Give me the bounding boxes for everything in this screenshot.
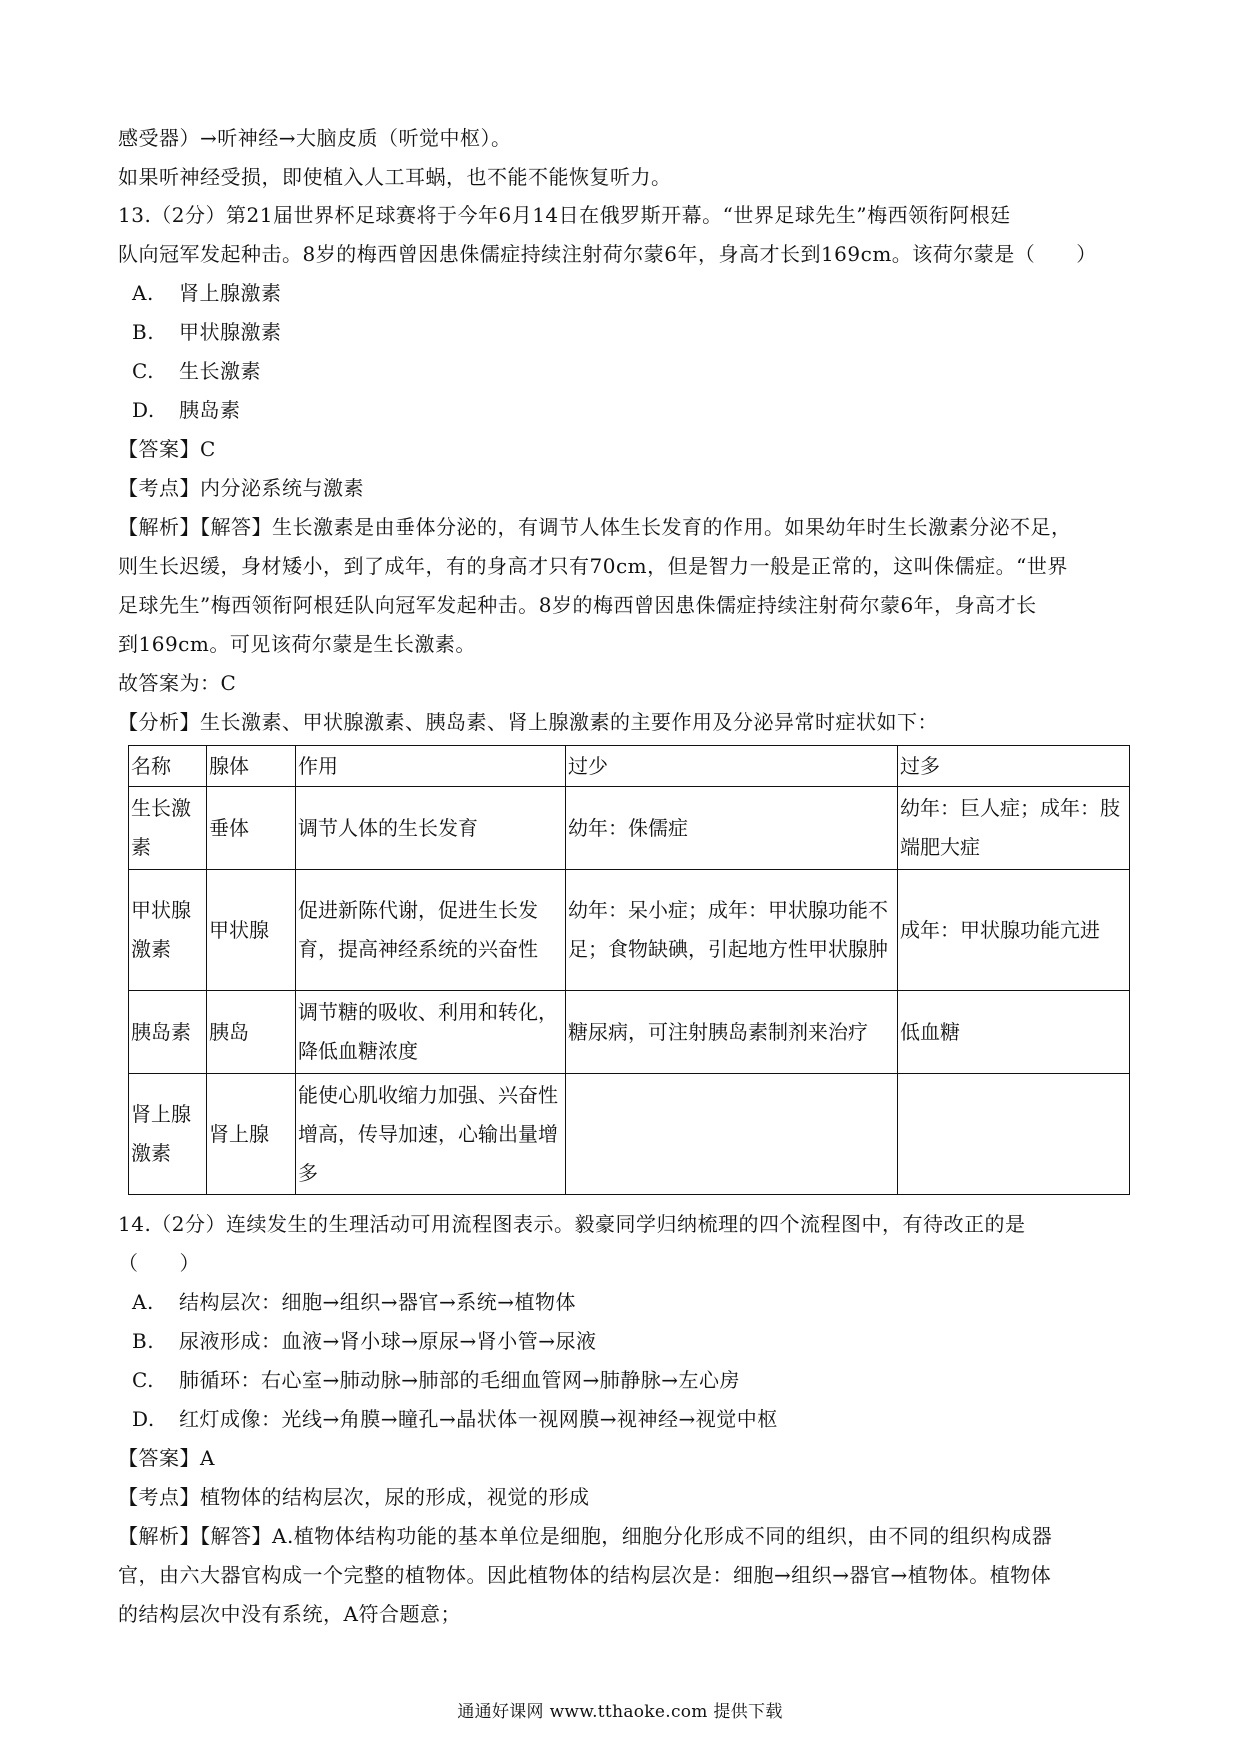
knowledge-point: 【考点】内分泌系统与激素 xyxy=(118,476,364,500)
answer: 【答案】C xyxy=(118,437,216,461)
analysis-text: 到169cm。可见该荷尔蒙是生长激素。 xyxy=(118,632,476,656)
option-letter: D. xyxy=(132,1407,155,1431)
table-cell: 能使心肌收缩力加强、兴奋性增高，传导加速，心输出量增多 xyxy=(296,1074,566,1195)
option-text: 肾上腺激素 xyxy=(179,281,282,305)
table-cell: 肾上腺激素 xyxy=(129,1074,207,1195)
table-cell: 肾上腺 xyxy=(207,1074,296,1195)
table-cell: 成年：甲状腺功能亢进 xyxy=(898,870,1130,991)
option-letter: B. xyxy=(132,1329,155,1353)
table-cell: 甲状腺 xyxy=(207,870,296,991)
table-cell: 胰岛 xyxy=(207,991,296,1074)
analysis-text: 【解析】【解答】A.植物体结构功能的基本单位是细胞，细胞分化形成不同的组织，由不同的组织构成器 xyxy=(118,1524,1053,1548)
text-line: 如果听神经受损，即使植入人工耳蜗，也不能不能恢复听力。 xyxy=(118,165,672,189)
option-c xyxy=(132,357,261,385)
option-letter: C. xyxy=(132,1368,154,1392)
conclusion: 故答案为：C xyxy=(118,671,237,695)
question-13-stem: 队向冠军发起种击。8岁的梅西曾因患侏儒症持续注射荷尔蒙6年，身高才长到169cm。该荷尔蒙是（ ） xyxy=(118,242,1097,266)
table-row xyxy=(129,991,1130,1074)
option-letter: A. xyxy=(132,1290,154,1314)
table-header-cell: 过少 xyxy=(566,746,898,787)
option-text: 生长激素 xyxy=(179,359,261,383)
knowledge-point: 【考点】植物体的结构层次，尿的形成，视觉的形成 xyxy=(118,1485,590,1509)
table-header-cell: 腺体 xyxy=(207,746,296,787)
table-cell: 调节糖的吸收、利用和转化，降低血糖浓度 xyxy=(296,991,566,1074)
option-c xyxy=(132,1366,740,1394)
hormone-table xyxy=(128,745,1130,1195)
table-cell: 幼年：呆小症；成年：甲状腺功能不足；食物缺碘，引起地方性甲状腺肿 xyxy=(566,870,898,991)
table-row xyxy=(129,1074,1130,1195)
text-line: 感受器）→听神经→大脑皮质（听觉中枢）。 xyxy=(118,126,512,150)
option-text: 甲状腺激素 xyxy=(179,320,282,344)
option-letter: D. xyxy=(132,398,155,422)
answer: 【答案】A xyxy=(118,1446,215,1470)
table-cell xyxy=(566,1074,898,1195)
table-cell xyxy=(898,1074,1130,1195)
option-letter: B. xyxy=(132,320,155,344)
option-text: 胰岛素 xyxy=(179,398,241,422)
table-cell: 促进新陈代谢，促进生长发育，提高神经系统的兴奋性 xyxy=(296,870,566,991)
option-b xyxy=(132,318,282,346)
analysis-text: 官，由六大器官构成一个完整的植物体。因此植物体的结构层次是：细胞→组织→器官→植物体。植物体 xyxy=(118,1563,1052,1587)
question-14-stem: （ ） xyxy=(118,1251,200,1275)
table-header-cell: 名称 xyxy=(129,746,207,787)
option-letter: A. xyxy=(132,281,154,305)
table-cell: 幼年：侏儒症 xyxy=(566,787,898,870)
option-letter: C. xyxy=(132,359,154,383)
table-cell: 幼年：巨人症；成年：肢端肥大症 xyxy=(898,787,1130,870)
analysis-text: 则生长迟缓，身材矮小，到了成年，有的身高才只有70cm，但是智力一般是正常的，这叫侏儒症。“世界 xyxy=(118,554,1068,578)
option-text: 尿液形成：血液→肾小球→原尿→肾小管→尿液 xyxy=(179,1329,597,1353)
table-row xyxy=(129,870,1130,991)
table-cell: 低血糖 xyxy=(898,991,1130,1074)
analysis-text: 足球先生”梅西领衔阿根廷队向冠军发起种击。8岁的梅西曾因患侏儒症持续注射荷尔蒙6年，身高才长 xyxy=(118,593,1037,617)
table-header-row xyxy=(129,746,1130,787)
table-cell: 生长激素 xyxy=(129,787,207,870)
option-d xyxy=(132,396,241,424)
option-text: 红灯成像：光线→角膜→瞳孔→晶状体一视网膜→视神经→视觉中枢 xyxy=(179,1407,778,1431)
analysis-text: 【解析】【解答】生长激素是由垂体分泌的，有调节人体生长发育的作用。如果幼年时生长激素分泌不足， xyxy=(118,515,1072,539)
table-cell: 糖尿病，可注射胰岛素制剂来治疗 xyxy=(566,991,898,1074)
table-cell: 胰岛素 xyxy=(129,991,207,1074)
analysis-text: 的结构层次中没有系统，A符合题意； xyxy=(118,1602,461,1626)
option-text: 结构层次：细胞→组织→器官→系统→植物体 xyxy=(179,1290,577,1314)
table-header-cell: 作用 xyxy=(296,746,566,787)
question-13-stem: 13.（2分）第21届世界杯足球赛将于今年6月14日在俄罗斯开幕。“世界足球先生”梅西领衔阿根廷 xyxy=(118,203,1011,227)
table-cell: 垂体 xyxy=(207,787,296,870)
question-14-stem: 14.（2分）连续发生的生理活动可用流程图表示。毅豪同学归纳梳理的四个流程图中，有待改正的是 xyxy=(118,1212,1026,1236)
page-footer: 通通好课网 www.tthaoke.com 提供下载 xyxy=(457,1702,783,1722)
table-cell: 调节人体的生长发育 xyxy=(296,787,566,870)
option-a xyxy=(132,1288,576,1316)
option-b xyxy=(132,1327,597,1355)
option-d xyxy=(132,1405,778,1433)
table-row xyxy=(129,787,1130,870)
option-a xyxy=(132,279,282,307)
table-cell: 甲状腺激素 xyxy=(129,870,207,991)
table-header-cell: 过多 xyxy=(898,746,1130,787)
table-intro: 【分析】生长激素、甲状腺激素、胰岛素、肾上腺激素的主要作用及分泌异常时症状如下： xyxy=(118,710,938,734)
option-text: 肺循环：右心室→肺动脉→肺部的毛细血管网→肺静脉→左心房 xyxy=(179,1368,741,1392)
